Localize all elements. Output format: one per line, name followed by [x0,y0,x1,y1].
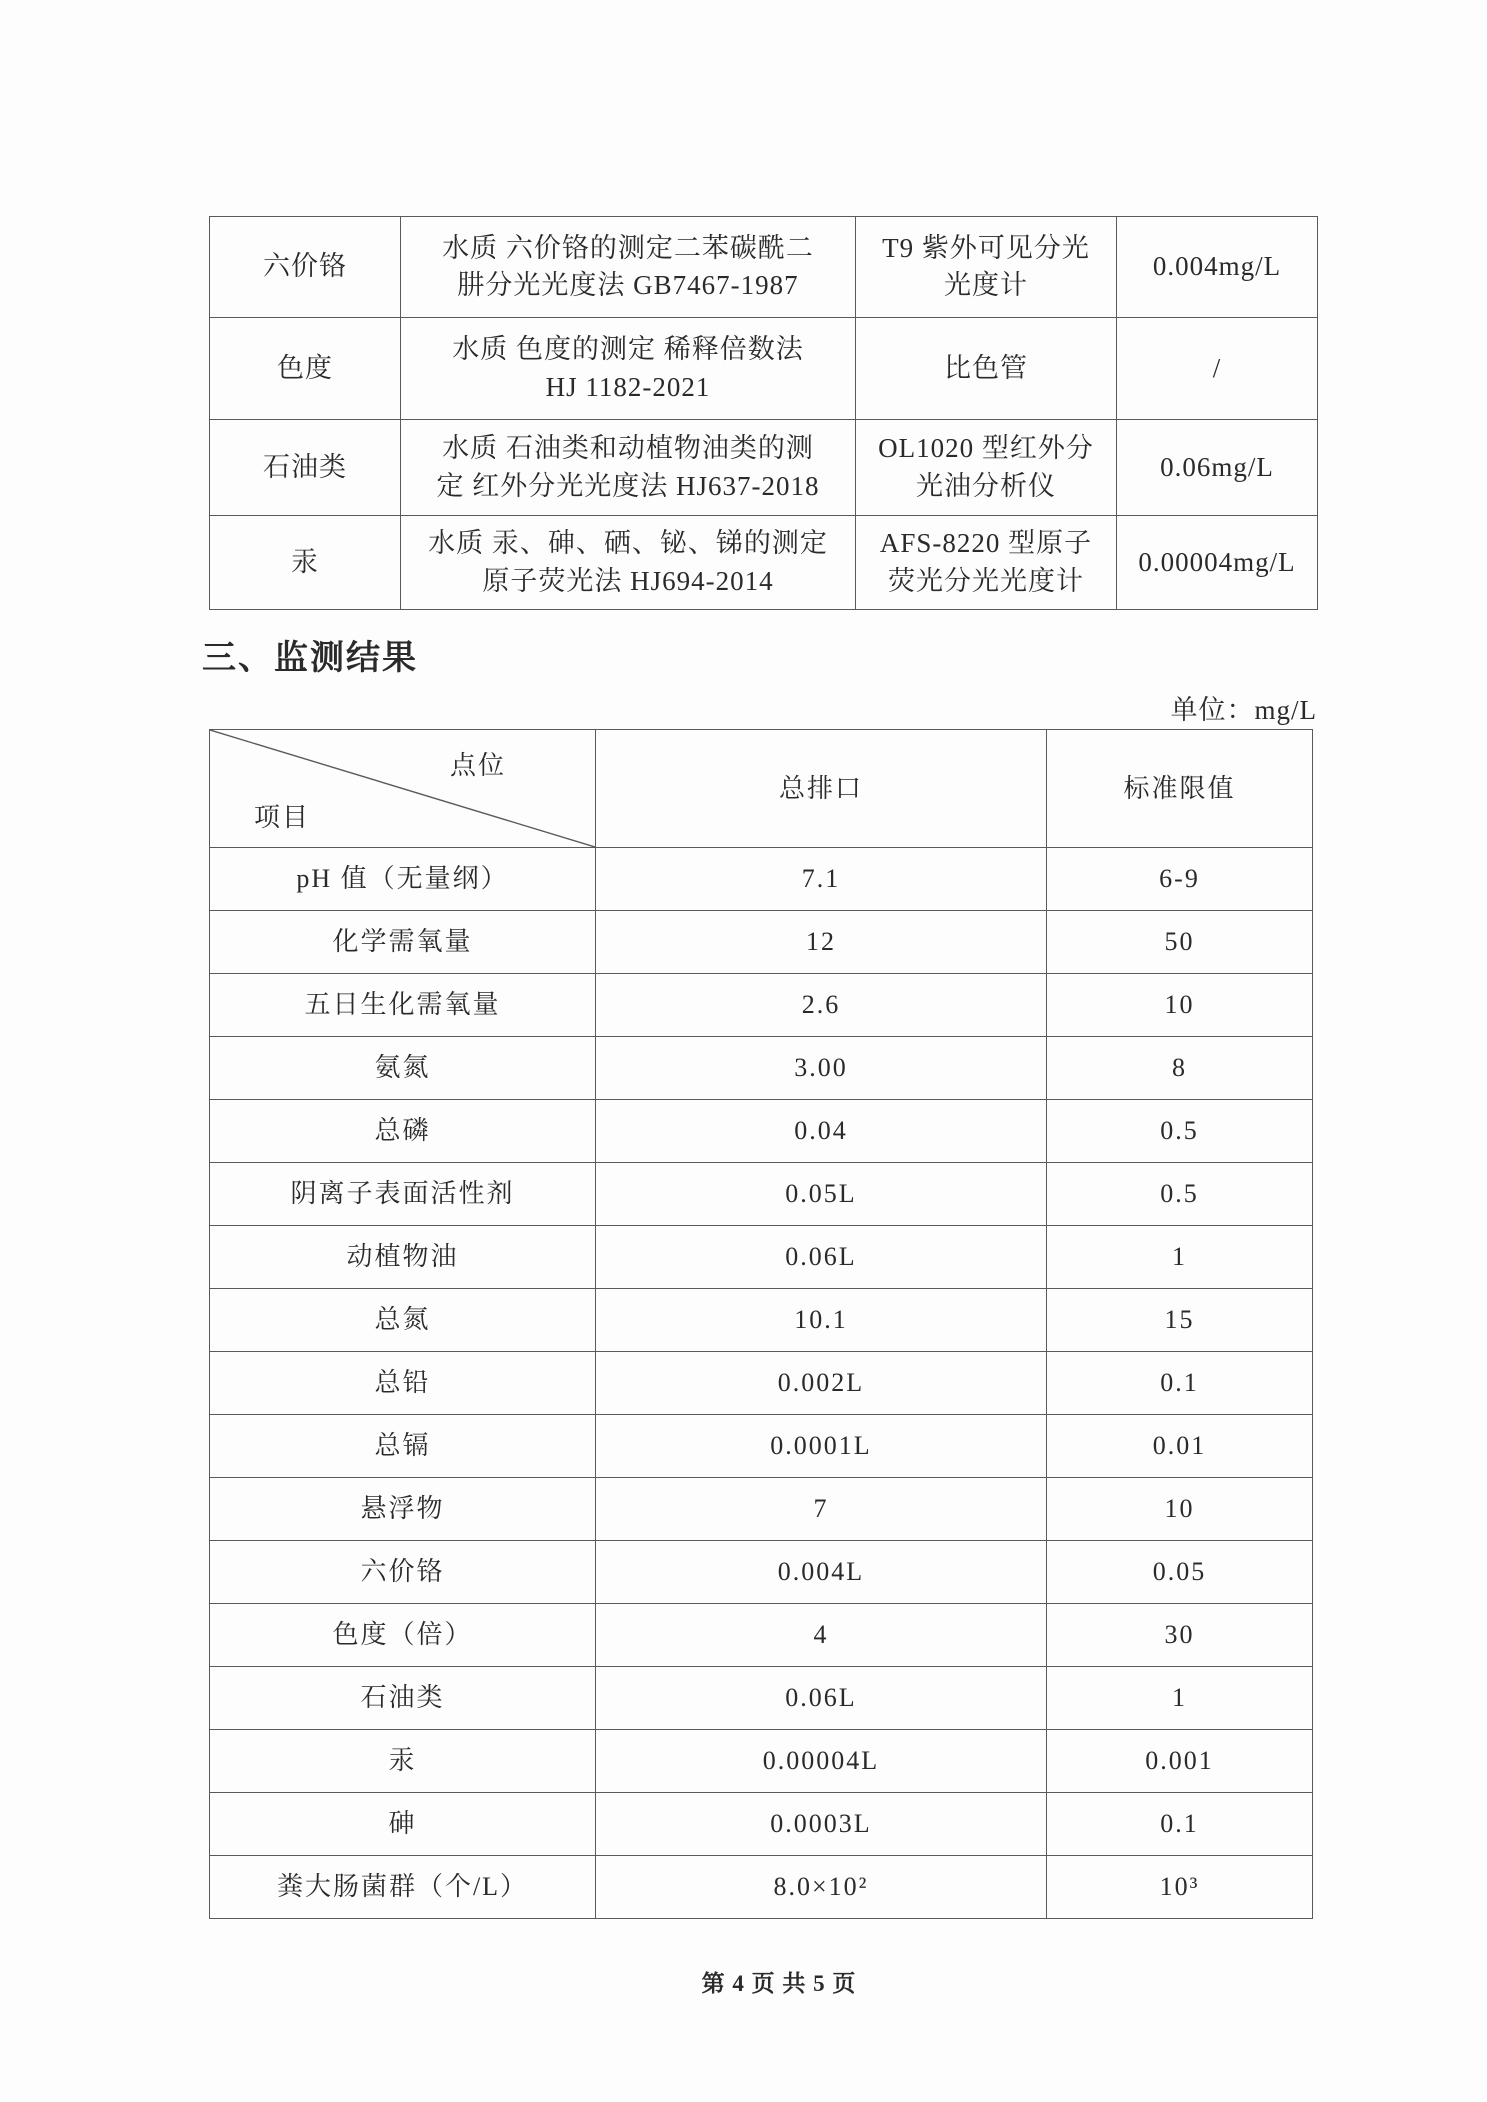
table-row [210,848,1313,911]
method-line: 水质 汞、砷、硒、铋、锑的测定 [428,528,828,559]
instrument-line: AFS-8220 型原子 [879,528,1093,559]
method-line: 原子荧光法 HJ694-2014 [482,565,774,596]
item-cell: pH 值（无量纲） [210,848,596,911]
outlet-value: 0.00004L [596,1730,1047,1793]
table-row [210,1352,1313,1415]
outlet-value: 7 [596,1478,1047,1541]
item-cell: 化学需氧量 [210,911,596,974]
item-cell: 总氮 [210,1289,596,1352]
outlet-value: 0.04 [596,1100,1047,1163]
table-row [210,911,1313,974]
item-cell: 色度（倍） [210,1604,596,1667]
item-cell: 阴离子表面活性剂 [210,1163,596,1226]
method-line: 水质 六价铬的测定二苯碳酰二 [442,232,814,263]
section-title: 三、监测结果 [202,640,418,677]
outlet-value: 0.004L [596,1541,1047,1604]
detection-limit-cell: 0.00004mg/L [1117,516,1318,610]
table-row [210,1856,1313,1919]
detection-limit-cell: 0.004mg/L [1117,217,1318,318]
method-line: 肼分光光度法 GB7467-1987 [457,270,799,300]
item-cell: 氨氮 [210,1037,596,1100]
item-cell: 总铅 [210,1352,596,1415]
table-row [210,1415,1313,1478]
outlet-value: 4 [596,1604,1047,1667]
item-cell: 动植物油 [210,1226,596,1289]
limit-value: 10³ [1047,1856,1313,1919]
instrument-cell [856,420,1117,516]
table-row [210,1793,1313,1856]
item-cell: 砷 [210,1793,596,1856]
method-line: 定 红外分光光度法 HJ637-2018 [436,470,820,501]
outlet-value: 0.0003L [596,1793,1047,1856]
method-line: HJ 1182-2021 [545,371,711,402]
outlet-value: 0.06L [596,1667,1047,1730]
method-cell [401,318,856,420]
item-cell: 六价铬 [210,217,401,318]
table-row [210,974,1313,1037]
column-header: 标准限值 [1047,730,1313,848]
outlet-value: 12 [596,911,1047,974]
limit-value: 0.001 [1047,1730,1313,1793]
limit-value: 8 [1047,1037,1313,1100]
unit-label: 单位：mg/L [1170,695,1317,725]
outlet-value: 7.1 [596,848,1047,911]
limit-value: 10 [1047,1478,1313,1541]
item-cell: 悬浮物 [210,1478,596,1541]
method-cell [401,217,856,318]
table-row [210,1667,1313,1730]
table-row [210,1478,1313,1541]
table-row [210,1226,1313,1289]
detection-limit-cell: 0.06mg/L [1117,420,1318,516]
instrument-cell [856,217,1117,318]
item-cell: 粪大肠菌群（个/L） [210,1856,596,1919]
detection-limit-cell: / [1117,318,1318,420]
table-row [210,1289,1313,1352]
item-cell: 总镉 [210,1415,596,1478]
table-row [210,1163,1313,1226]
limit-value: 50 [1047,911,1313,974]
instrument-cell [856,516,1117,610]
outlet-value: 2.6 [596,974,1047,1037]
limit-value: 0.1 [1047,1352,1313,1415]
limit-value: 0.01 [1047,1415,1313,1478]
limit-value: 1 [1047,1226,1313,1289]
limit-value: 0.5 [1047,1163,1313,1226]
outlet-value: 0.05L [596,1163,1047,1226]
corner-top-label: 点位 [450,751,507,780]
instrument-line: 荧光分光光度计 [888,565,1084,596]
instrument-line: T9 紫外可见分光 [882,232,1090,263]
instrument-line: 光油分析仪 [916,470,1056,501]
page-number-footer: 第 4 页 共 5 页 [701,1971,857,1996]
item-cell: 汞 [210,516,401,610]
limit-value: 6-9 [1047,848,1313,911]
method-line: 水质 石油类和动植物油类的测 [442,433,814,464]
table-row [210,217,1318,318]
outlet-value: 0.002L [596,1352,1047,1415]
item-cell: 色度 [210,318,401,420]
column-header: 总排口 [596,730,1047,848]
instrument-cell [856,318,1117,420]
limit-value: 15 [1047,1289,1313,1352]
table-row [210,516,1318,610]
table-row [210,420,1318,516]
item-cell: 六价铬 [210,1541,596,1604]
item-cell: 石油类 [210,420,401,516]
limit-value: 1 [1047,1667,1313,1730]
methods-table [209,216,1318,610]
outlet-value: 0.0001L [596,1415,1047,1478]
limit-value: 0.5 [1047,1100,1313,1163]
table-row [210,318,1318,420]
method-line: 水质 色度的测定 稀释倍数法 [452,334,804,365]
item-cell: 汞 [210,1730,596,1793]
outlet-value: 10.1 [596,1289,1047,1352]
header-row [210,730,1313,848]
limit-value: 0.1 [1047,1793,1313,1856]
table-row [210,1730,1313,1793]
results-table [209,729,1313,1919]
instrument-line: 光度计 [944,270,1028,300]
limit-value: 30 [1047,1604,1313,1667]
item-cell: 五日生化需氧量 [210,974,596,1037]
outlet-value: 3.00 [596,1037,1047,1100]
instrument-line: 比色管 [944,352,1028,383]
method-cell [401,420,856,516]
table-row [210,1037,1313,1100]
diagonal-header-cell [210,730,596,848]
outlet-value: 8.0×10² [596,1856,1047,1919]
item-cell: 石油类 [210,1667,596,1730]
table-row [210,1604,1313,1667]
item-cell: 总磷 [210,1100,596,1163]
table-row [210,1100,1313,1163]
table-row [210,1541,1313,1604]
outlet-value: 0.06L [596,1226,1047,1289]
corner-bottom-label: 项目 [254,803,311,832]
instrument-line: OL1020 型红外分 [878,433,1094,464]
limit-value: 0.05 [1047,1541,1313,1604]
limit-value: 10 [1047,974,1313,1037]
method-cell [401,516,856,610]
